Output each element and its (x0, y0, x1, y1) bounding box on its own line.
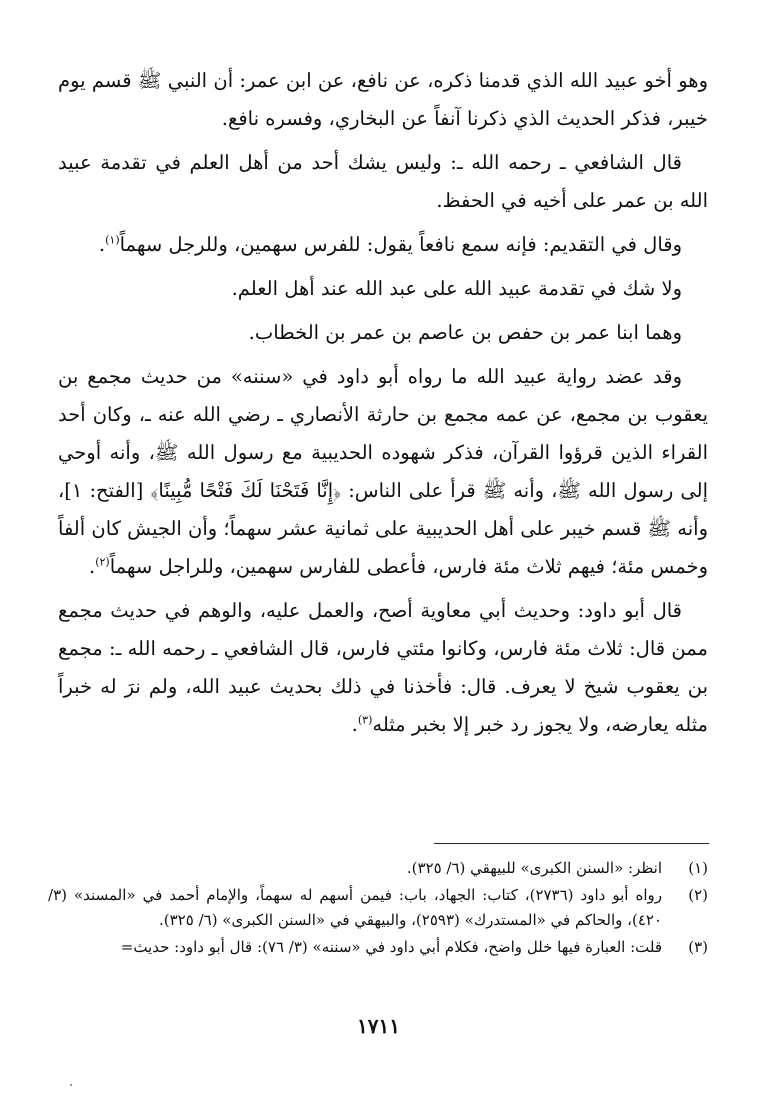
footnote-ref-3: (٣) (357, 713, 373, 727)
footnote-3 (48, 935, 708, 960)
paragraph-4: ولا شك في تقدمة عبيد الله على عبد الله عند أهل العلم. (231, 277, 682, 300)
paragraph-2: قال الشافعي ـ رحمه الله ـ: وليس يشك أحد من أهل العلم في تقدمة عبيد الله بن عمر على أخيه في الحفظ. (58, 151, 708, 212)
paragraph-7: قال أبو داود: وحديث أبي معاوية أصح، والعمل عليه، والوهم في حديث مجمع ممن قال: ثلاث مئة فارس، وكانوا مئتي فارس، قال الشافعي ـ رحمه الله ـ: مجمع بن يعقوب شيخ لا يعرف. قال: فأخذنا في ذلك بحديث عبيد الله، ولم نرَ له خبراً مثله يعارضه، ولا يجوز رد خبر إلا بخبر مثله$^{(٣)}$. (58, 599, 708, 736)
footnote-ref-1: (١) (105, 233, 120, 247)
footnote-divider (434, 843, 709, 844)
paragraph-3: وقال في التقديم: فإنه سمع نافعاً يقول: للفرس سهمين، وللرجل سهماً$^{(١)}$. (98, 233, 682, 256)
footnote-text: قلت: العبارة فيها خلل واضح، فكلام أبي داود في «سننه» (٣/ ٧٦): قال أبو داود: حديث= (120, 938, 662, 956)
footnote-number: (٢) (688, 886, 708, 904)
footnotes (48, 856, 708, 962)
footnote-2 (48, 883, 708, 933)
main-text (58, 62, 708, 750)
footnote-number: (٣) (688, 938, 708, 956)
page-number: ١٧١١ (357, 1014, 400, 1038)
paragraph-5: وهما ابنا عمر بن حفص بن عاصم بن عمر بن الخطاب. (248, 321, 682, 344)
footnote-text: رواه أبو داود (٢٧٣٦)، كتاب: الجهاد، باب: فيمن أسهم له سهماً، والإمام أحمد في «المسند» (٣/ ٤٢٠)، والحاكم في «المستدرك» (٢٥٩٣)، والبيهقي في «السنن الكبرى» (٦/ ٣٢٥). (48, 886, 662, 929)
scan-speck (70, 1084, 72, 1086)
footnote-ref-2: (٢) (95, 555, 110, 569)
paragraph-1: وهو أخو عبيد الله الذي قدمنا ذكره، عن نافع، عن ابن عمر: أن النبي ﷺ قسم يوم خيبر، فذكر الحديث الذي ذكرنا آنفاً عن البخاري، وفسره نافع. (58, 69, 708, 130)
footnote-number: (١) (688, 859, 708, 877)
paragraph-6: وقد عضد رواية عبيد الله ما رواه أبو داود في «سننه» من حديث مجمع بن يعقوب بن مجمع، عن عمه مجمع بن حارثة الأنصاري ـ رضي الله عنه ـ، وكان أحد القراء الذين قرؤوا القرآن، فذكر شهوده الحديبية مع رسول الله ﷺ، وأنه أوحي إلى رسول الله ﷺ، وأنه ﷺ قرأ على الناس: ﴿إِنَّا فَتَحْنَا لَكَ فَتْحًا مُّبِينًا﴾ [الفتح: ١]، وأنه ﷺ قسم خيبر على أهل الحديبية على ثمانية عشر سهماً؛ وأن الجيش كان ألفاً وخمس مئة؛ فيهم ثلاث مئة فارس، فأعطى للفارس سهمين، وللراجل سهماً$^{(٢)}$. (58, 365, 708, 578)
footnote-text: انظر: «السنن الكبرى» للبيهقي (٦/ ٣٢٥). (406, 859, 662, 877)
footnote-1 (48, 856, 708, 881)
